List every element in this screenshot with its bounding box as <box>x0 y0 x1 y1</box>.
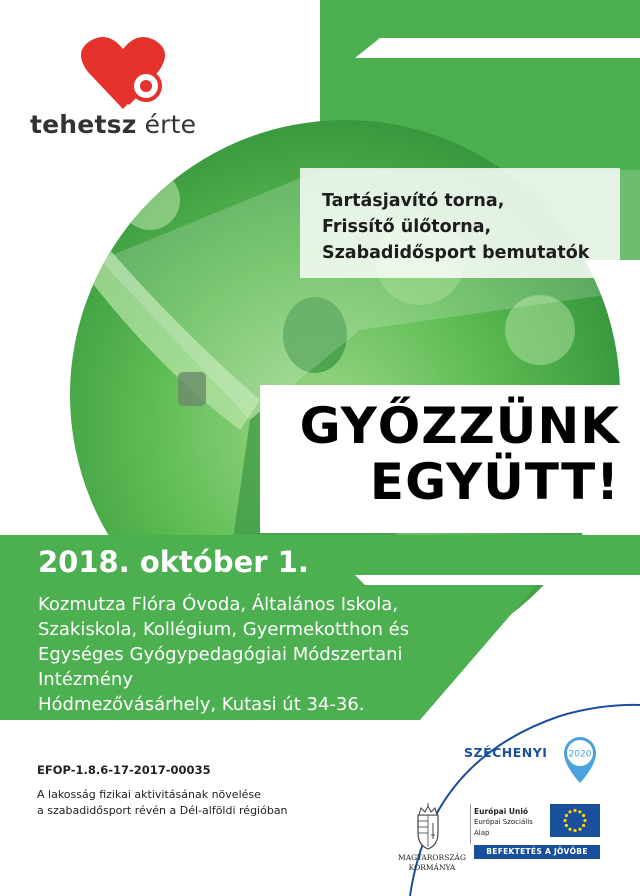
logo-wordmark <box>30 110 196 139</box>
venue-line: Hódmezővásárhely, Kutasi út 34-36. <box>38 694 365 715</box>
heart-target-icon <box>78 34 168 114</box>
szechenyi-2020-pin-icon <box>560 735 600 785</box>
project-code: EFOP-1.8.6-17-2017-00035 <box>37 763 211 777</box>
government-line-1: MAGYARORSZÁG <box>398 853 466 862</box>
headline <box>260 398 620 510</box>
hungarian-crest-icon <box>404 803 452 851</box>
eu-title: Európai Unió <box>474 807 529 816</box>
venue-line: Kozmutza Flóra Óvoda, Általános Iskola, <box>38 594 399 615</box>
logo-brand-light: érte <box>136 110 197 139</box>
government-line-2: KORMÁNYA <box>408 863 456 872</box>
event-white-stripe <box>355 575 555 585</box>
logo-brand-bold: tehetsz <box>30 110 137 139</box>
activity-item: Tartásjavító torna, <box>322 191 505 211</box>
project-description-line: a szabadidősport révén a Dél-alföldi régióban <box>37 804 288 817</box>
invest-in-future-banner: BEFEKTETÉS A JÖVŐBE <box>474 845 600 859</box>
activity-item: Szabadidősport bemutatók <box>322 243 590 263</box>
event-venue <box>38 592 438 717</box>
tehetsz-erte-logo <box>30 30 220 140</box>
headline-line-1: GYŐZZÜNK <box>299 397 620 455</box>
top-white-stripe <box>355 38 640 58</box>
szechenyi-year: 2020 <box>568 749 592 760</box>
venue-line: Egységes Gyógypedagógiai Módszertani <box>38 644 403 665</box>
venue-line: Szakiskola, Kollégium, Gyermekotthon és <box>38 619 410 640</box>
eu-fund-line: Alap <box>474 829 490 837</box>
activities-list <box>322 188 622 266</box>
project-description <box>37 787 288 819</box>
eu-fund-line: Európai Szociális <box>474 818 533 826</box>
eu-text <box>474 806 533 839</box>
szechenyi-label: SZÉCHENYI <box>464 745 548 760</box>
eu-separator <box>470 804 471 844</box>
eu-flag-icon <box>550 804 600 837</box>
activity-item: Frissítő ülőtorna, <box>322 217 492 237</box>
project-description-line: A lakosság fizikai aktivitásának növelése <box>37 788 261 801</box>
event-date: 2018. október 1. <box>38 545 309 579</box>
headline-line-2: EGYÜTT! <box>369 453 620 511</box>
government-label <box>392 853 472 873</box>
venue-line: Intézmény <box>38 669 133 690</box>
